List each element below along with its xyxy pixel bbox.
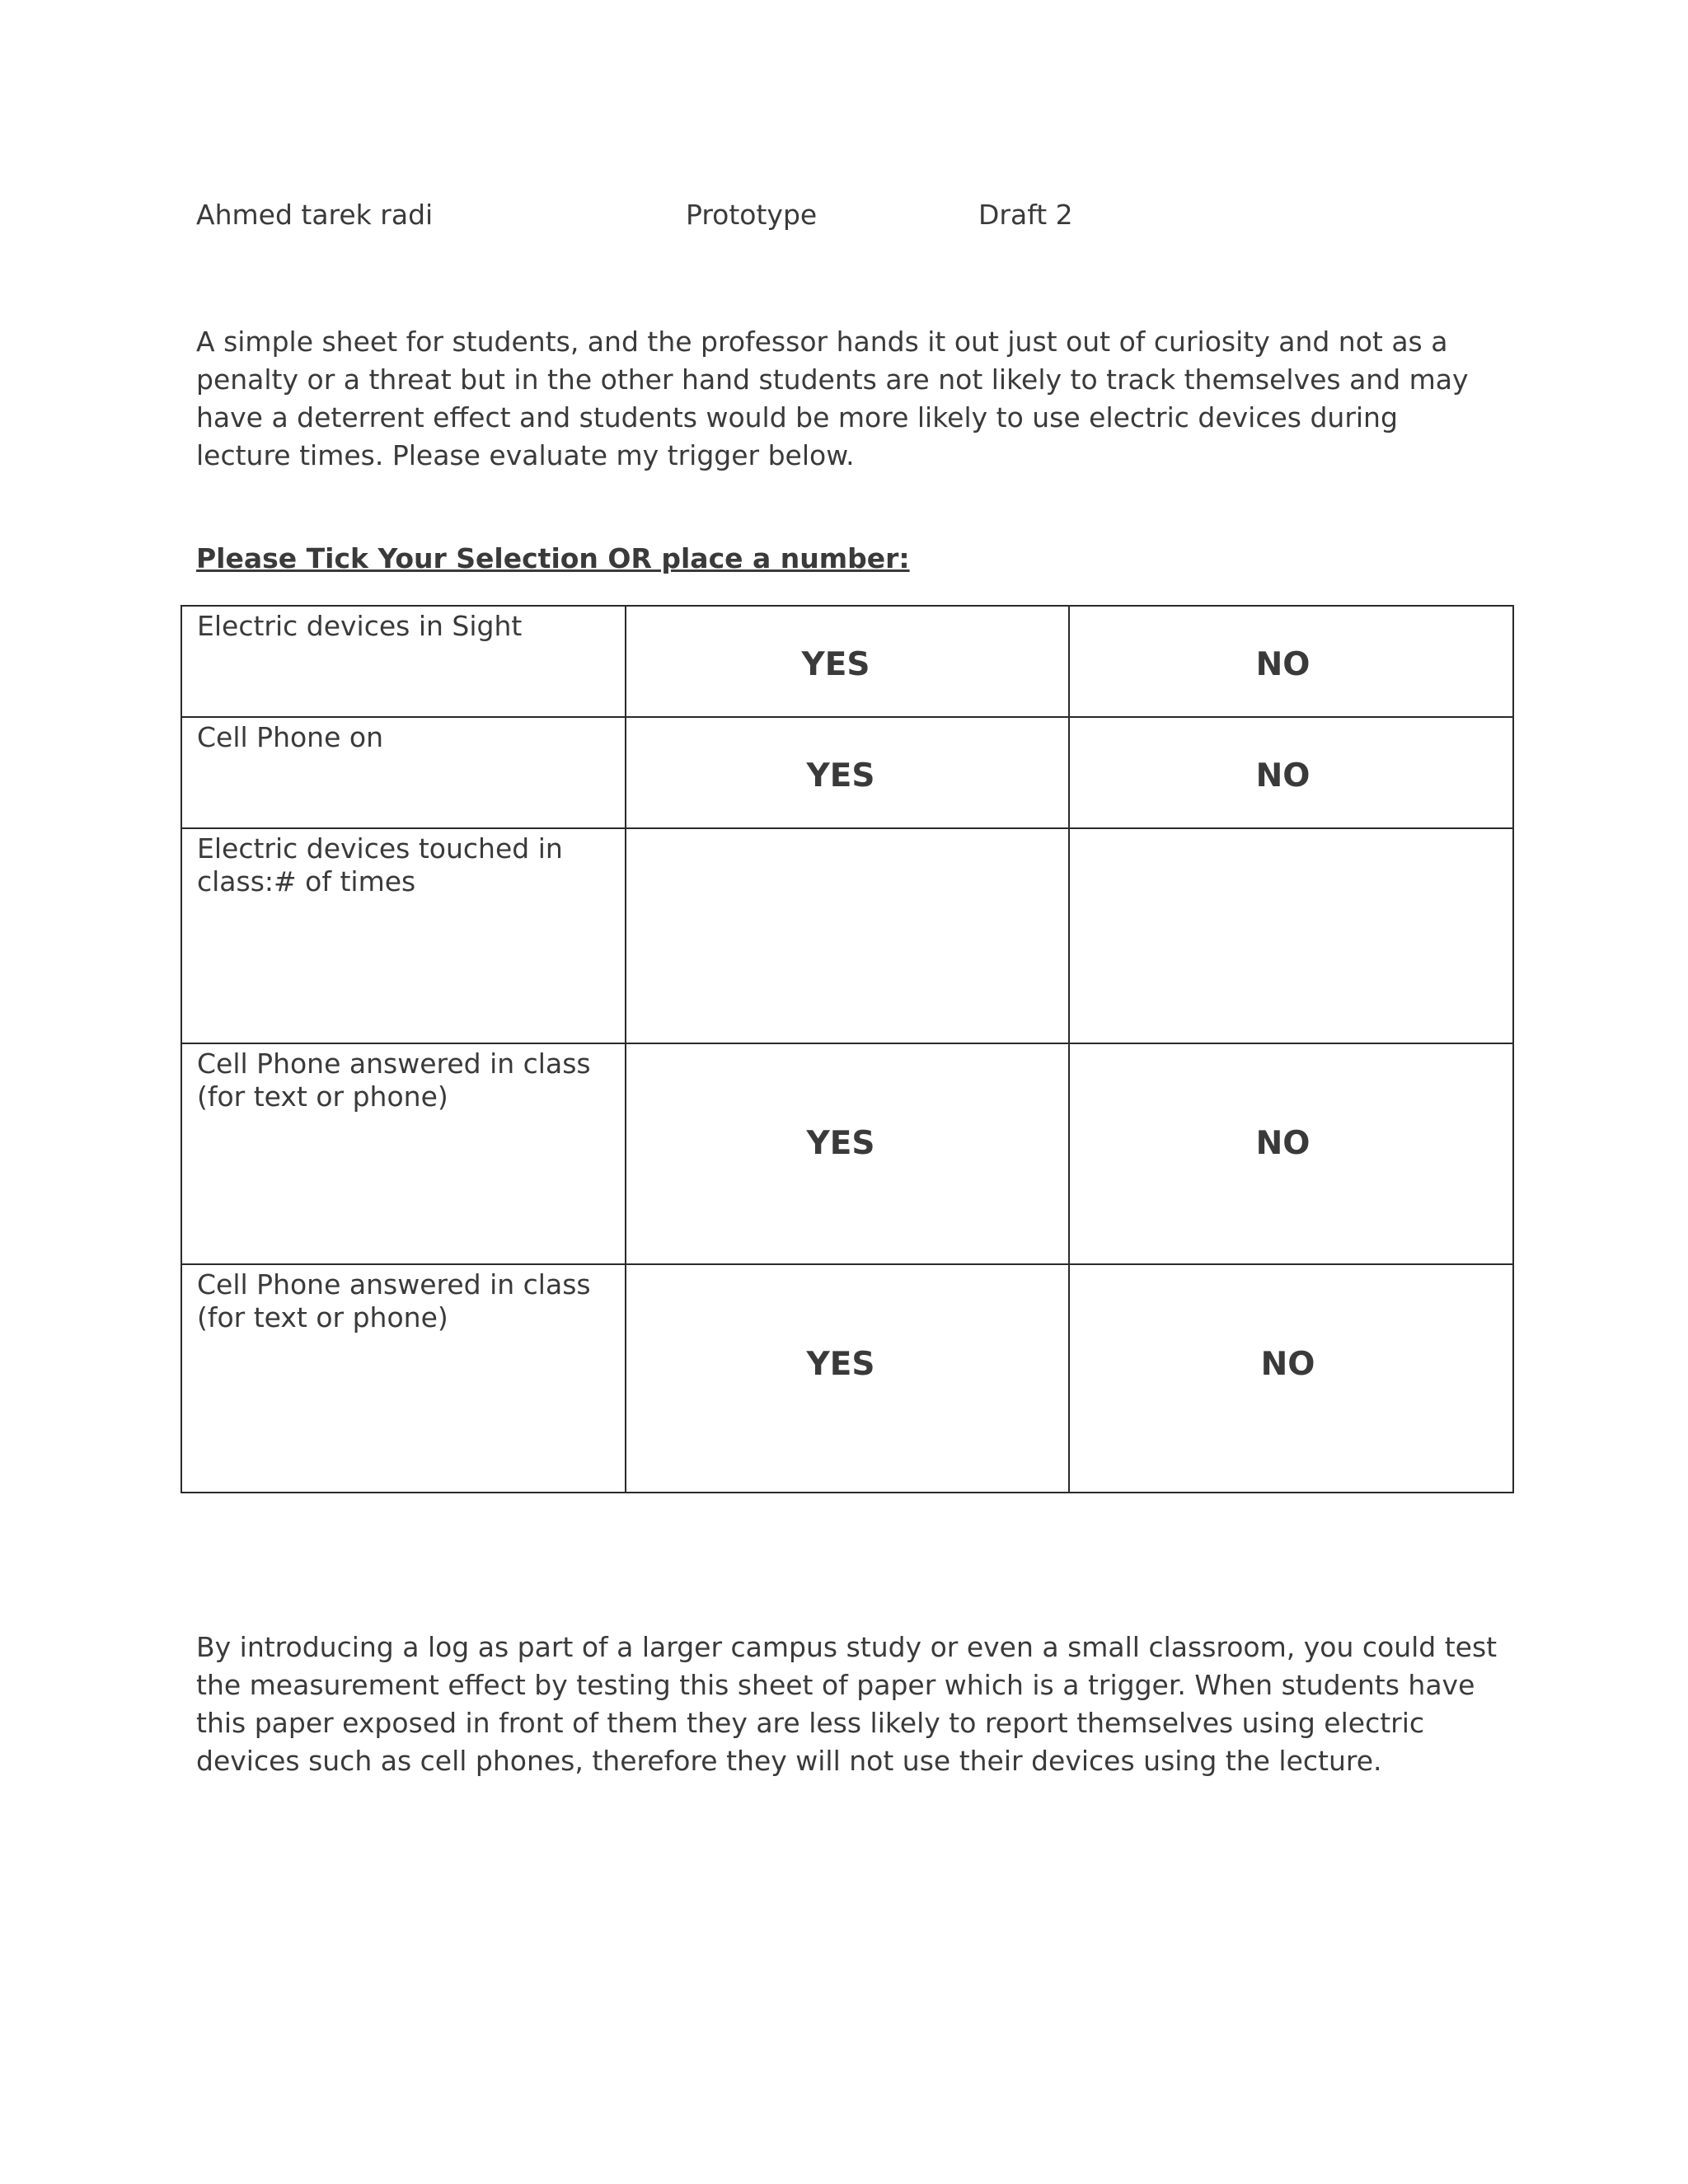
yes-option-cell[interactable]	[626, 717, 1069, 828]
yes-option: YES	[806, 1346, 875, 1383]
document-header	[196, 194, 1515, 236]
row-label: Cell Phone answered in class (for text or phone)	[181, 1043, 626, 1264]
closing-paragraph: By introducing a log as part of a larger campus study or even a small classroom, you could test the measurement effect by testing this sheet of paper which is a trigger. When students have this paper exposed in front of them they are less likely to report themselves using electric devices such as cell phones, therefore they will not use their devices using the lecture.	[196, 1631, 1498, 1777]
intro-paragraph: A simple sheet for students, and the professor hands it out just out of curiosity and not as a penalty or a threat but in the other hand students are not likely to track themselves and may have a deterrent effect and students would be more likely to use electric devices during lecture times. Please evaluate my trigger below.	[196, 326, 1469, 471]
yes-option: YES	[801, 646, 870, 683]
yes-option-cell[interactable]	[626, 1043, 1069, 1264]
table-row	[181, 717, 1513, 828]
no-option: NO	[1260, 1346, 1315, 1383]
table-row	[181, 606, 1513, 717]
document-type: Prototype	[686, 199, 818, 231]
no-option: NO	[1255, 1125, 1311, 1162]
no-option-cell[interactable]	[1069, 717, 1513, 828]
count-input-cell[interactable]	[1069, 828, 1513, 1043]
row-label: Cell Phone answered in class (for text or phone)	[181, 1264, 626, 1493]
no-option-cell[interactable]	[1069, 1043, 1513, 1264]
draft-label: Draft 2	[978, 199, 1073, 231]
table-row	[181, 828, 1513, 1043]
no-option: NO	[1255, 757, 1311, 794]
row-label: Electric devices in Sight	[181, 606, 626, 717]
self-tracking-table	[181, 605, 1514, 1493]
row-label: Electric devices touched in class:# of times	[181, 828, 626, 1043]
no-option-cell[interactable]	[1069, 606, 1513, 717]
yes-option-cell[interactable]	[626, 606, 1069, 717]
no-option: NO	[1255, 646, 1311, 683]
instruction-heading: Please Tick Your Selection OR place a number:	[196, 542, 910, 574]
yes-option-cell[interactable]	[626, 1264, 1069, 1493]
row-label: Cell Phone on	[181, 717, 626, 828]
yes-option: YES	[806, 1125, 875, 1162]
no-option-cell[interactable]	[1069, 1264, 1513, 1493]
author-name: Ahmed tarek radi	[196, 199, 434, 231]
table-row	[181, 1264, 1513, 1493]
table-row	[181, 1043, 1513, 1264]
count-input-cell[interactable]	[626, 828, 1069, 1043]
yes-option: YES	[806, 757, 875, 794]
